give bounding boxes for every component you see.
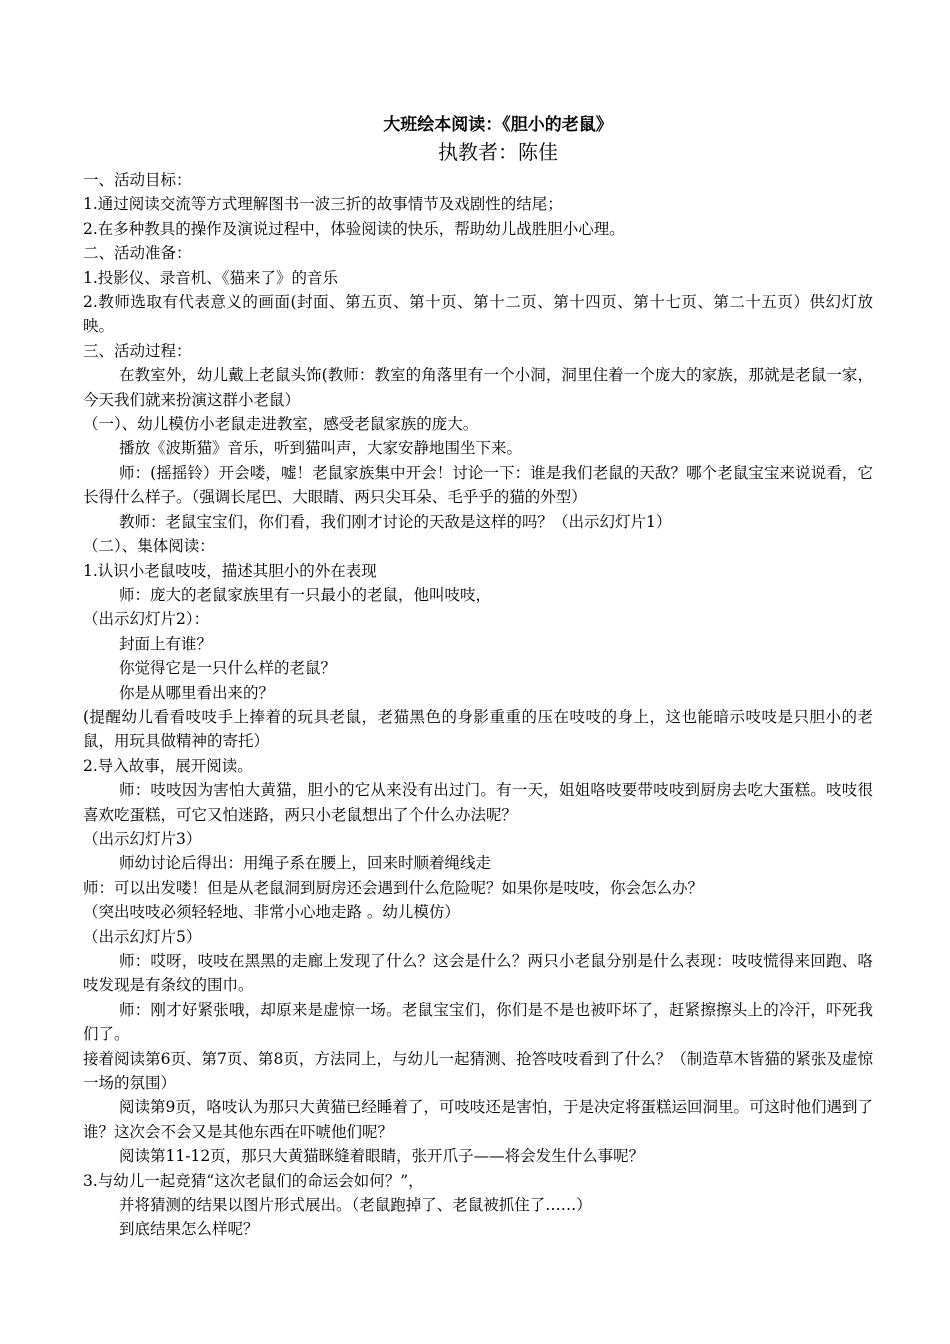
paragraph-p14: 师：可以出发喽！但是从老鼠洞到厨房还会遇到什么危险呢？如果你是吱吱，你会怎么办？ [83, 878, 704, 897]
paragraph-p8: 你觉得它是一只什么样的老鼠？ [119, 659, 337, 678]
paragraph-p6: （出示幻灯片2）： [83, 610, 210, 629]
paragraph-a3: 3.与幼儿一起竞猜“这次老鼠们的命运会如何？”， [83, 1171, 424, 1190]
paragraph-p3: 师：(摇摇铃）开会喽，嘘！老鼠家族集中开会！讨论一下：谁是我们老鼠的天敌？哪个老鼠宝宝来说说看，它长得什么样子。（强调长尾巴、大眼睛、两只尖耳朵、毛乎乎的猫的外型） [83, 463, 873, 507]
paragraph-p16: （出示幻灯片5） [83, 927, 202, 946]
paragraph-p17: 师：哎呀，吱吱在黑黑的走廊上发现了什么？这会是什么？两只小老鼠分别是什么表现：吱吱慌得来回跑、咯吱发现是有条纹的围巾。 [83, 952, 873, 995]
document-body [83, 168, 873, 1242]
paragraph-p20: 阅读第9页，咯吱认为那只大黄猫已经睡着了，可吱吱还是害怕，于是决定将蛋糕运回洞里。可这时他们遇到了谁？这次会不会又是其他东西在吓唬他们呢？ [83, 1098, 873, 1141]
paragraph-a2: 2.导入故事，展开阅读。 [83, 756, 253, 775]
paragraph-s1: （一）、幼儿模仿小老鼠走进教室，感受老鼠家族的庞大。 [83, 415, 479, 434]
paragraph-g1: 1.通过阅读交流等方式理解图书一波三折的故事情节及戏剧性的结尾； [83, 195, 563, 214]
paragraph-p15: （突出吱吱必须轻轻地、非常小心地走路 。幼儿模仿） [83, 903, 460, 922]
paragraph-p7: 封面上有谁？ [119, 634, 213, 653]
paragraph-p11: 师：吱吱因为害怕大黄猫，胆小的它从来没有出过门。有一天，姐姐咯吱要带吱吱到厨房去吃大蛋糕。吱吱很喜欢吃蛋糕，可它又怕迷路，两只小老鼠想出了个什么办法呢？ [83, 781, 873, 824]
paragraph-s2: （二）、集体阅读： [83, 537, 215, 556]
paragraph-g2: 2.在多种教具的操作及演说过程中，体验阅读的快乐，帮助幼儿战胜胆小心理。 [83, 219, 625, 238]
paragraph-p1: 在教室外，幼儿戴上老鼠头饰(教师：教室的角落里有一个小洞，洞里住着一个庞大的家族，那就是老鼠一家，今天我们就来扮演这群小老鼠） [83, 366, 873, 409]
paragraph-p5: 师：庞大的老鼠家族里有一只最小的老鼠，他叫吱吱， [119, 585, 492, 604]
document-title: 大班绘本阅读：《胆小的老鼠》 [383, 115, 613, 135]
paragraph-p4: 教师：老鼠宝宝们，你们看，我们刚才讨论的天敌是这样的吗？（出示幻灯片1） [119, 512, 672, 531]
paragraph-p9: 你是从哪里看出来的？ [119, 683, 275, 702]
paragraph-r2: 2.教师选取有代表意义的画面(封面、第五页、第十页、第十二页、第十四页、第十七页、第二十五页）供幻灯放映。 [83, 293, 873, 336]
paragraph-h3: 三、活动过程： [83, 341, 192, 360]
document-page [83, 112, 873, 1242]
paragraph-p18: 师：刚才好紧张哦，却原来是虚惊一场。老鼠宝宝们，你们是不是也被吓坏了，赶紧擦擦头上的冷汗，吓死我们了。 [83, 1000, 873, 1044]
paragraph-p13: 师幼讨论后得出：用绳子系在腰上，回来时顺着绳线走 [119, 854, 492, 873]
paragraph-p2: 播放《波斯猫》音乐，听到猫叫声，大家安静地围坐下来。 [119, 439, 523, 458]
paragraph-p22: 并将猜测的结果以图片形式展出。（老鼠跑掉了、老鼠被抓住了……） [119, 1196, 592, 1215]
paragraph-r1: 1.投影仪、录音机、《猫来了》的音乐 [83, 268, 339, 287]
paragraph-p21: 阅读第11-12页，那只大黄猫眯缝着眼睛，张开爪子——将会发生什么事呢？ [119, 1147, 645, 1166]
paragraph-h1: 一、活动目标： [83, 171, 192, 189]
paragraph-h2: 二、活动准备： [83, 244, 192, 263]
paragraph-p23: 到底结果怎么样呢？ [119, 1220, 259, 1239]
paragraph-p10: (提醒幼儿看看吱吱手上捧着的玩具老鼠，老猫黑色的身影重重的压在吱吱的身上，这也能暗示吱吱是只胆小的老鼠，用玩具做精神的寄托） [83, 707, 873, 751]
document-author: 执教者：陈佳 [438, 140, 558, 164]
paragraph-a1: 1.认识小老鼠吱吱，描述其胆小的外在表现 [83, 561, 377, 580]
paragraph-p19: 接着阅读第6页、第7页、第8页，方法同上，与幼儿一起猜测、抢答吱吱看到了什么？（制造草木皆猫的紧张及虚惊一场的氛围） [83, 1049, 873, 1093]
paragraph-p12: （出示幻灯片3） [83, 829, 202, 848]
